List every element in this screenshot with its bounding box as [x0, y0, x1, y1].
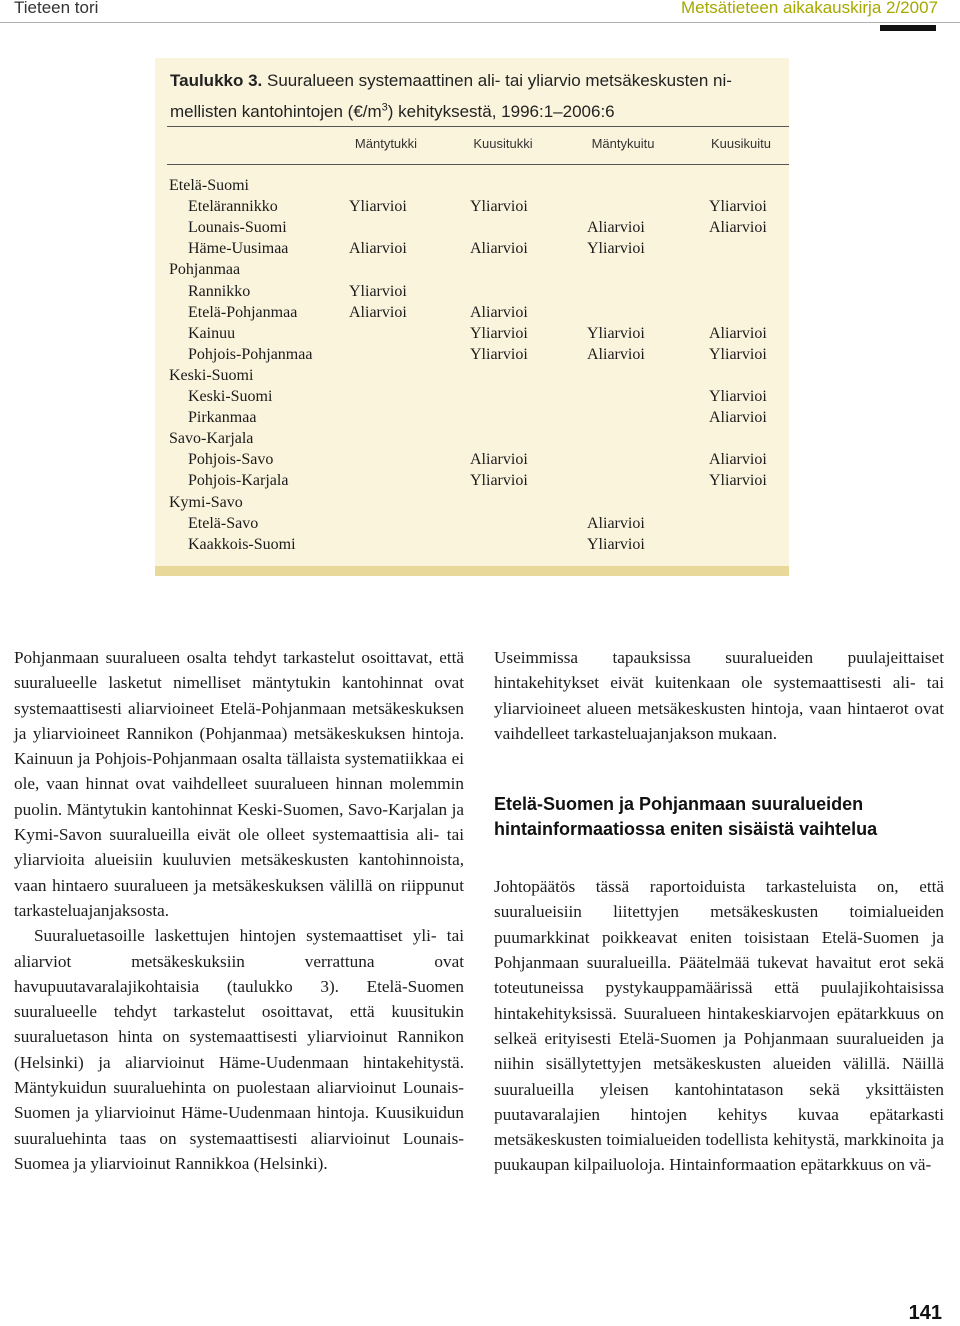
table-bottom-bar	[155, 566, 789, 576]
table-row-label: Kainuu	[188, 324, 236, 342]
table-row	[0, 534, 960, 555]
table-cell: Aliarvioi	[470, 451, 528, 469]
table-caption-label: Taulukko 3.	[170, 71, 263, 90]
right-paragraph-1: Useimmissa tapauksissa suuralueiden puulajeittaiset hintakehitykset eivät kuitenkaan ole systemaattisesti ali- tai yliarvioineet alueen metsäkeskusten hintoja, vaan hintaerot ovat vaihdelleet tarkasteluajanjakson mukaan.	[494, 648, 944, 743]
caption-text-post: ) kehityksestä, 1996:1–2006:6	[387, 101, 615, 121]
table-row	[0, 492, 960, 513]
table-row-label: Häme-Uusimaa	[188, 240, 289, 258]
left-paragraph-1: Pohjanmaan suuralueen osalta tehdyt tarkastelut osoittavat, että suuralueelle lasketut nimelliset mäntytukin kantohinnat ovat systemaattisesti aliarvioineet Etelä-Pohjanmaan metsäkeskuksen ja yliarvioineet Rannikon (Pohjanmaa) metsäkeskuksen hintoja. Kainuun ja Pohjois-Pohjanmaan osalta tällaista systematiikkaa ei ole, vaan hinnat ovat vaihdelleet suuralueen hinnan molemmin puolin. Mäntytukin kantohinnat Keski-Suomen, Savo-Karjalan ja Kymi-Savon suuralueilla eivät ole olleet systemaattisia ali- tai yliarvioita alueisiin kuuluvien metsäkeskusten kantohinnoista, vaan hintaero suuralueen ja metsäkeskuksen välillä on riippunut tarkasteluajanjaksosta.	[14, 648, 464, 920]
table-row	[0, 217, 960, 238]
column-header-kuusikuitu: Kuusikuitu	[711, 136, 771, 151]
table-row-label: Rannikko	[188, 282, 251, 300]
table-row	[0, 238, 960, 259]
table-header-rule	[167, 164, 789, 165]
table-caption-line1: Suuralueen systemaattinen ali- tai yliarvio metsäkeskusten ni-	[267, 71, 732, 90]
table-cell: Aliarvioi	[470, 303, 528, 321]
table-row-label: Keski-Suomi	[188, 388, 273, 405]
table-row-label: Pirkanmaa	[188, 409, 257, 427]
table-cell: Aliarvioi	[709, 324, 767, 342]
body-column-right	[494, 645, 944, 1178]
table-row-label: Pohjois-Karjala	[188, 472, 289, 490]
page-number: 141	[908, 1302, 942, 1324]
table-row	[0, 386, 960, 407]
table-cell: Yliarvioi	[470, 345, 528, 363]
table-row	[0, 470, 960, 491]
table-group-label: Pohjanmaa	[169, 261, 241, 279]
left-paragraph-2: Suuraluetasoille laskettujen hintojen systemaattiset yli- tai aliarviot metsäkeskuksiin verrattuna ovat havupuutavaralajikohtaisia (taulukko 3). Etelä-Suomen suuralueelle tehdyt tarkastelut osoittavat, että kuusitukin suuraluetason hinta on systemaattisesti yliarvioinut Rannikon (Helsinki) ja aliarvioinut Häme-Uudenmaan hintakehitystä. Mäntykuidun suuraluehinta on puolestaan aliarvioinut Lounais-Suomen ja yliarvioinut Häme-Uudenmaan hintoja. Kuusikuidun suuraluehinta taas on systemaattisesti aliarvioinut Lounais-Suomea ja yliarvioinut Rannikkoa (Helsinki).	[14, 926, 464, 1173]
table-cell: Yliarvioi	[587, 324, 645, 342]
table-row	[0, 281, 960, 302]
running-head-left: Tieteen tori	[14, 0, 99, 17]
table-cell: Yliarvioi	[349, 282, 407, 300]
table-cell: Yliarvioi	[470, 324, 528, 342]
table-cell: Yliarvioi	[349, 198, 407, 216]
table-group-label: Keski-Suomi	[169, 366, 254, 384]
table-row-label: Pohjois-Savo	[188, 451, 274, 469]
right-paragraph-2: Johtopäätös tässä raportoiduista tarkasteluista on, että suuralueisiin liitettyjen metsäkeskusten toimialueiden puumarkkinat poikkeavat eniten toisistaan Etelä-Suomen ja Pohjanmaan suuralueilla. Päätelmää tukevat havaitut erot sekä toteutuneissa pystykauppamäärissä että puulajikohtaisissa hintakehityksissä. Suuralueen hintakeskiarvojen epätarkkuus on selkeä erityisesti Etelä-Suomen ja Pohjanmaan suuralueiden ja niihin sisällytettyjen metsäkeskusten alueiden välillä. Näillä suuralueilla yleisen kantohintatason sekä yksittäisten puutavaralajien hintojen kehitys kuvaa epätarkasti metsäkeskusten toimialueiden todellista kehitystä, markkinoita ja puukaupan kilpailuoloja. Hintainformaation epätarkkuus on vä-	[494, 877, 944, 1175]
column-header-mantytukki: Mäntytukki	[354, 136, 418, 151]
table-caption	[170, 68, 790, 125]
table-row-label: Lounais-Suomi	[188, 219, 287, 237]
table-group-label: Etelä-Suomi	[169, 177, 249, 194]
table-row-label: Kaakkois-Suomi	[188, 535, 296, 553]
table-cell: Aliarvioi	[587, 345, 645, 363]
table-cell: Yliarvioi	[587, 240, 645, 258]
table-row	[0, 196, 960, 217]
table-row	[0, 428, 960, 449]
table-cell: Yliarvioi	[470, 472, 528, 490]
table-row	[0, 344, 960, 365]
table-cell: Yliarvioi	[709, 345, 767, 363]
body-column-left	[14, 645, 464, 1176]
table-row	[0, 323, 960, 344]
table-row	[0, 449, 960, 470]
table-cell: Aliarvioi	[709, 219, 767, 237]
table-cell: Aliarvioi	[709, 409, 767, 427]
header-marker-bar	[880, 25, 936, 31]
caption-superscript: 3	[381, 101, 388, 113]
table-row-label: Etelärannikko	[188, 198, 278, 216]
table-cell: Yliarvioi	[709, 388, 767, 405]
table-row	[0, 175, 960, 196]
table-top-rule	[167, 126, 789, 127]
table-group-label: Kymi-Savo	[169, 493, 243, 511]
section-heading: Etelä-Suomen ja Pohjanmaan suuralueiden hintainformaatiossa eniten sisäistä vaihtelua	[494, 794, 878, 840]
table-row	[0, 365, 960, 386]
table-cell: Yliarvioi	[709, 198, 767, 216]
column-header-mantykuitu: Mäntykuitu	[591, 136, 655, 151]
table-cell: Aliarvioi	[349, 240, 407, 258]
table-cell: Aliarvioi	[349, 303, 407, 321]
table-row	[0, 407, 960, 428]
table-row-label: Pohjois-Pohjanmaa	[188, 345, 313, 363]
table-row	[0, 259, 960, 280]
table-group-label: Savo-Karjala	[169, 430, 254, 448]
table-row-label: Etelä-Pohjanmaa	[188, 303, 298, 321]
running-head-journal: Metsätieteen aikakauskirja 2/2007	[680, 0, 938, 17]
table-caption-line2	[170, 102, 615, 121]
header-divider	[0, 22, 960, 23]
table-cell: Aliarvioi	[470, 240, 528, 258]
table-cell: Yliarvioi	[709, 472, 767, 490]
table-row	[0, 513, 960, 534]
table-cell: Aliarvioi	[587, 219, 645, 237]
table-cell: Aliarvioi	[709, 451, 767, 469]
table-cell: Yliarvioi	[587, 535, 645, 553]
caption-text-pre: mellisten kantohintojen (€/m	[170, 101, 382, 121]
table-cell: Yliarvioi	[470, 198, 528, 216]
table-cell: Aliarvioi	[587, 514, 645, 532]
table-row-label: Etelä-Savo	[188, 514, 259, 532]
table-row	[0, 302, 960, 323]
column-header-kuusitukki: Kuusitukki	[473, 136, 533, 151]
